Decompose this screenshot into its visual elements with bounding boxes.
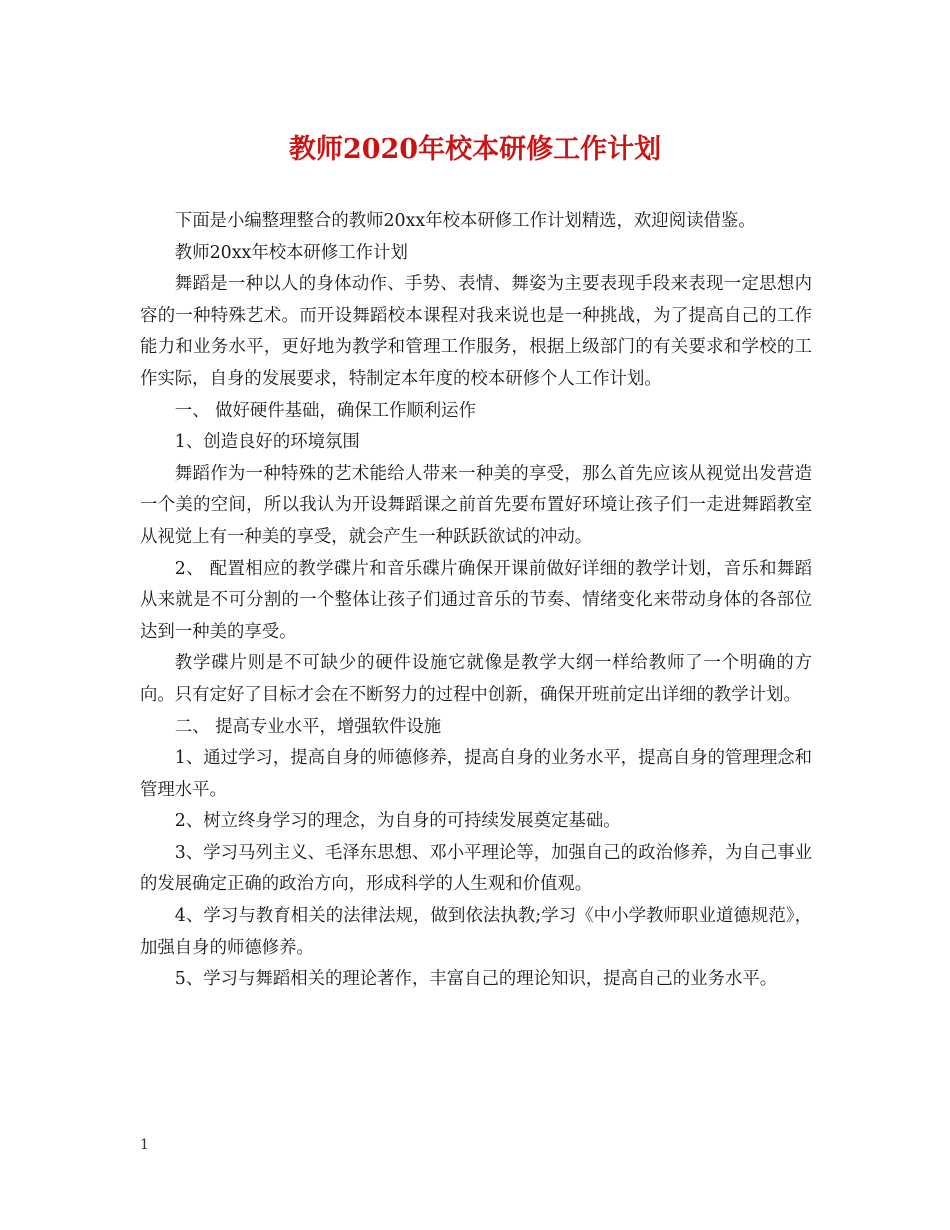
section-heading-2: 二、 提高专业水平，增强软件设施	[174, 716, 442, 737]
paragraph-subtitle: 教师20xx年校本研修工作计划	[174, 242, 408, 263]
paragraph-dance-definition: 舞蹈是一种以人的身体动作、手势、表情、舞姿为主要表现手段来表现一定思想内容的一种特殊艺术。而开设舞蹈校本课程对我来说也是一种挑战，为了提高自己的工作能力和业务水平，更好地为教学和管理工作服务，根据上级部门的有关要求和学校的工作实际，自身的发展要求，特制定本年度的校本研修个人工作计划。	[140, 274, 812, 389]
list-item-3: 3、学习马列主义、毛泽东思想、邓小平理论等，加强自己的政治修养，为自己事业的发展确定正确的政治方向，形成科学的人生观和价值观。	[140, 842, 812, 895]
list-item-2: 2、树立终身学习的理念，为自身的可持续发展奠定基础。	[174, 811, 621, 832]
paragraph-teaching-discs: 教学碟片则是不可缺少的硬件设施它就像是教学大纲一样给教师了一个明确的方向。只有定好了目标才会在不断努力的过程中创新，确保开班前定出详细的教学计划。	[140, 653, 812, 705]
paragraph-intro: 下面是小编整理整合的教师20xx年校本研修工作计划精选，欢迎阅读借鉴。	[174, 211, 756, 231]
list-item-5: 5、学习与舞蹈相关的理论著作，丰富自己的理论知识，提高自己的业务水平。	[174, 969, 778, 990]
list-item-4: 4、学习与教育相关的法律法规，做到依法执教;学习《中小学教师职业道德规范》，加强自身的师德修养。	[140, 906, 812, 958]
subheading-1-1: 1、创造良好的环境氛围	[174, 432, 360, 453]
paragraph-discs: 2、 配置相应的教学碟片和音乐碟片确保开课前做好详细的教学计划，音乐和舞蹈从来就是不可分割的一个整体让孩子们通过音乐的节奏、情绪变化来带动身体的各部位达到一种美的享受。	[140, 558, 812, 642]
page-number: 1	[140, 1137, 149, 1153]
section-heading-1: 一、 做好硬件基础，确保工作顺利运作	[174, 400, 476, 421]
paragraph-environment: 舞蹈作为一种特殊的艺术能给人带来一种美的享受，那么首先应该从视觉出发营造一个美的空间，所以我认为开设舞蹈课之前首先要布置好环境让孩子们一走进舞蹈教室从视觉上有一种美的享受，就会产生一种跃跃欲试的冲动。	[140, 463, 812, 547]
document-body	[140, 206, 812, 996]
list-item-1: 1、通过学习，提高自身的师德修养，提高自身的业务水平，提高自身的管理理念和管理水平。	[140, 748, 812, 800]
document-title: 教师2020年校本研修工作计划	[288, 134, 662, 165]
